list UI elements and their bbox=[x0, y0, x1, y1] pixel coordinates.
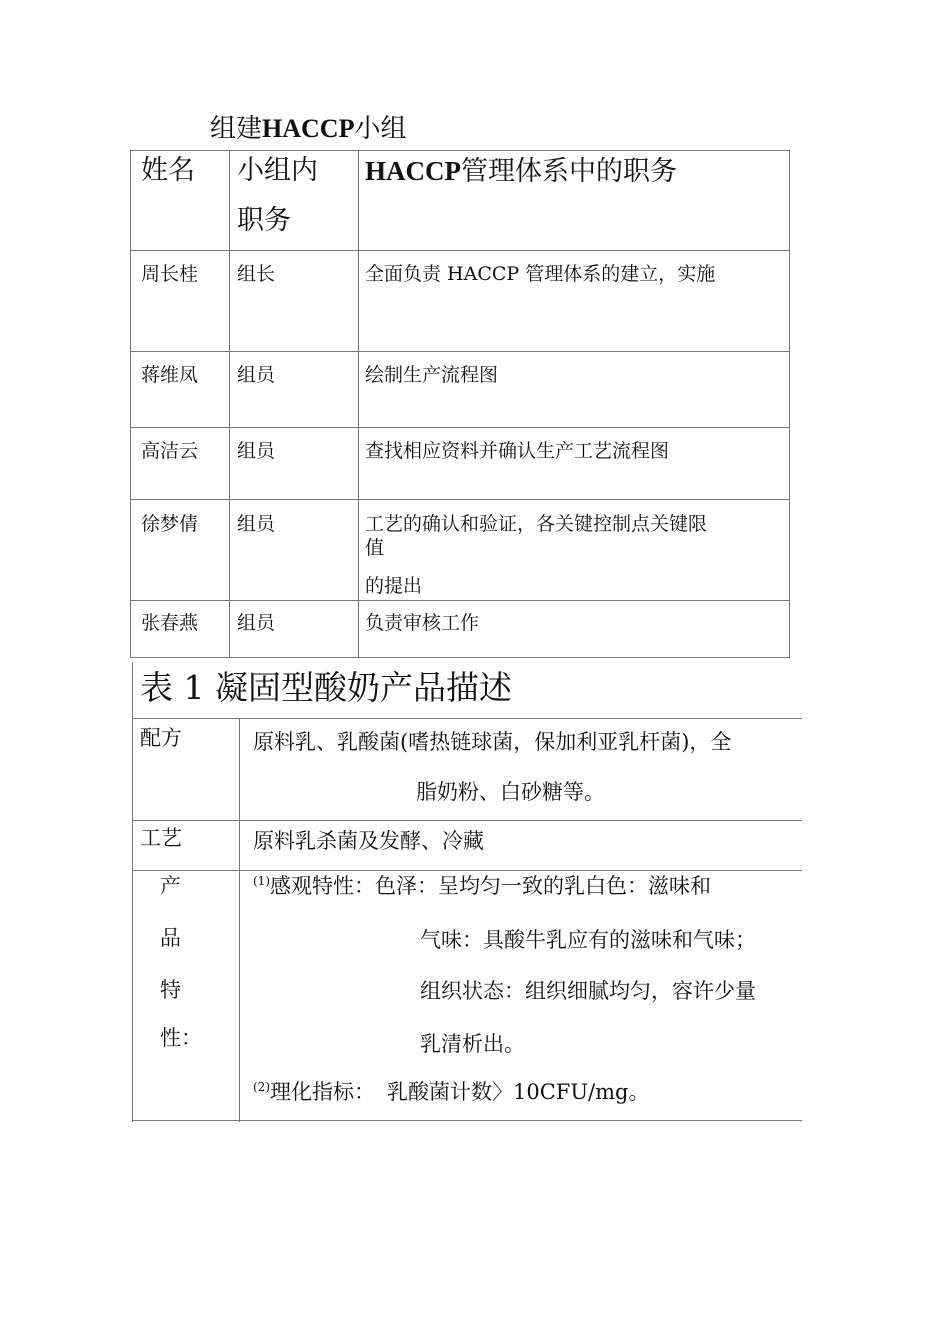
product-description-table bbox=[132, 662, 802, 1122]
properties-label-char1: 产 bbox=[160, 874, 181, 898]
header-duty bbox=[365, 145, 677, 198]
row4-duty-line3: 的提出 bbox=[365, 575, 423, 597]
section-title-bold: HACCP bbox=[262, 114, 355, 143]
section-title-pre: 组建 bbox=[210, 114, 263, 144]
properties-label-char4: 性： bbox=[160, 1026, 202, 1050]
section-title-post: 小组 bbox=[354, 114, 407, 144]
row-divider bbox=[131, 427, 789, 428]
row2-role: 组员 bbox=[237, 364, 276, 386]
row-divider bbox=[131, 250, 789, 251]
row5-name: 张春燕 bbox=[141, 612, 199, 634]
row3-role: 组员 bbox=[237, 440, 276, 462]
table-title: 表 1 凝固型酸奶产品描述 bbox=[140, 668, 512, 707]
haccp-team-table bbox=[130, 150, 790, 658]
row1-duty: 全面负责 HACCP 管理体系的建立，实施 bbox=[365, 263, 716, 285]
section-title bbox=[210, 112, 406, 146]
row-divider bbox=[131, 600, 789, 601]
properties-label-char2: 品 bbox=[160, 926, 181, 950]
row4-duty bbox=[365, 511, 785, 599]
row3-name: 高洁云 bbox=[141, 440, 199, 462]
row-divider bbox=[132, 820, 802, 821]
physchem-label: 理化指标： bbox=[270, 1080, 375, 1104]
row-divider bbox=[131, 499, 789, 500]
header-role-line2: 职务 bbox=[237, 205, 291, 236]
properties-line2: 气味：具酸牛乳应有的滋味和气味； bbox=[420, 928, 756, 952]
properties-line1 bbox=[253, 872, 711, 900]
row1-name: 周长桂 bbox=[141, 263, 199, 285]
formula-line1: 原料乳、乳酸菌(嗜热链球菌，保加利亚乳杆菌)，全 bbox=[253, 730, 732, 754]
column-divider bbox=[229, 151, 230, 657]
column-divider bbox=[358, 151, 359, 657]
row-divider bbox=[132, 870, 802, 871]
properties-line1-text: 感观特性：色泽：呈均匀一致的乳白色：滋味和 bbox=[270, 874, 711, 898]
formula-label: 配方 bbox=[140, 726, 182, 750]
column-divider bbox=[239, 718, 240, 1122]
process-label: 工艺 bbox=[140, 826, 182, 850]
physchem-value: 乳酸菌计数〉10CFU/mg。 bbox=[387, 1080, 650, 1104]
row-divider bbox=[132, 718, 802, 719]
row2-name: 蒋维凤 bbox=[141, 364, 199, 386]
row2-duty: 绘制生产流程图 bbox=[365, 364, 499, 386]
header-duty-rest: 管理体系中的职务 bbox=[461, 156, 677, 187]
header-role-line1: 小组内 bbox=[237, 155, 318, 186]
row3-duty: 查找相应资料并确认生产工艺流程图 bbox=[365, 440, 670, 462]
properties-line4: 乳清析出。 bbox=[420, 1032, 525, 1056]
row4-duty-line2: 值 bbox=[365, 537, 385, 559]
properties-line5 bbox=[253, 1078, 650, 1106]
row-divider bbox=[131, 351, 789, 352]
process-text: 原料乳杀菌及发酵、冷藏 bbox=[253, 829, 484, 853]
row5-role: 组员 bbox=[237, 612, 276, 634]
row4-duty-line1: 工艺的确认和验证，各关键控制点关键限 bbox=[365, 513, 708, 535]
properties-label-char3: 特 bbox=[160, 978, 181, 1002]
formula-line2: 脂奶粉、白砂糖等。 bbox=[416, 780, 605, 804]
row5-duty: 负责审核工作 bbox=[365, 612, 480, 634]
row-divider bbox=[132, 1120, 802, 1121]
properties-line3: 组织状态：组织细腻均匀，容许少量 bbox=[420, 979, 756, 1003]
footnote-1: (1) bbox=[253, 874, 270, 888]
header-name: 姓名 bbox=[141, 155, 195, 186]
row4-name: 徐梦倩 bbox=[141, 513, 199, 535]
header-duty-bold: HACCP bbox=[365, 156, 461, 186]
footnote-2: (2) bbox=[253, 1080, 270, 1094]
row1-role: 组长 bbox=[237, 263, 276, 285]
table-left-border bbox=[132, 662, 133, 1122]
row4-role: 组员 bbox=[237, 513, 276, 535]
